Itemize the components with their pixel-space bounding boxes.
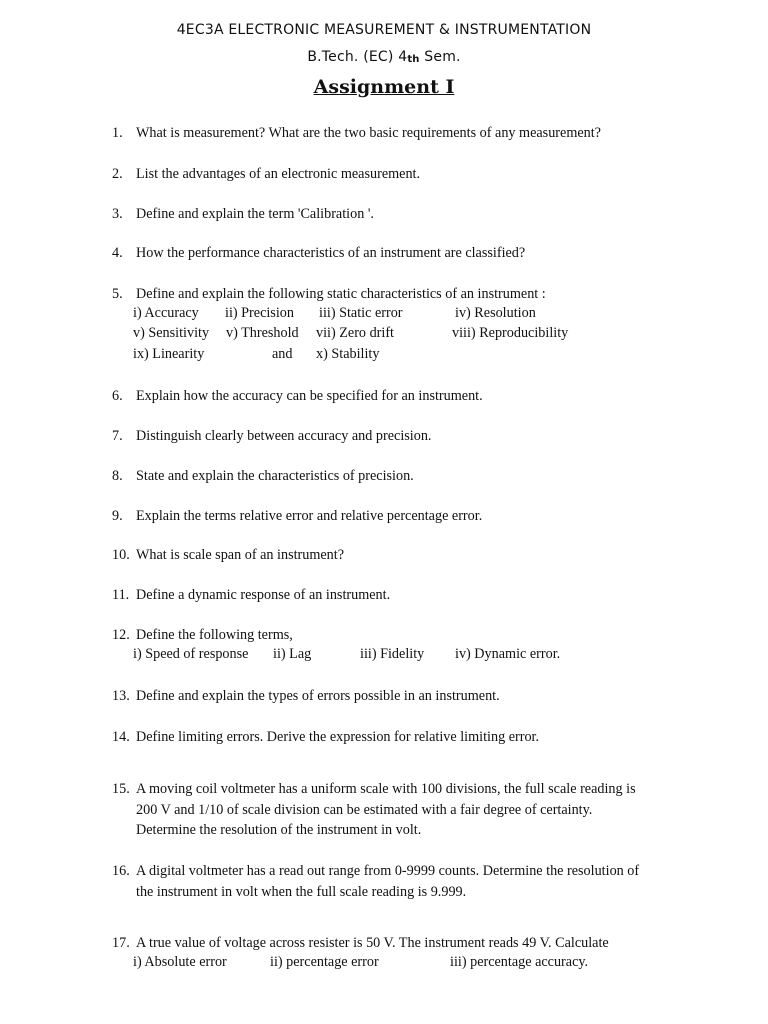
question-text: What is scale span of an instrument? bbox=[136, 547, 345, 563]
question-text: Explain how the accuracy can be specified for an instrument. bbox=[136, 388, 483, 404]
question-text: Define the following terms, bbox=[136, 627, 293, 643]
sub-item: i) Speed of response bbox=[133, 645, 249, 662]
question-text: A digital voltmeter has a read out range from 0-9999 counts. Determine the resolution of bbox=[136, 863, 640, 879]
question-text: Define and explain the types of errors possible in an instrument. bbox=[136, 688, 500, 704]
sub-item: ii) Precision bbox=[225, 304, 294, 321]
question-number: 11. bbox=[112, 587, 130, 603]
question-number: 9. bbox=[112, 508, 123, 524]
degree-ordinal: th bbox=[407, 54, 420, 65]
question-text: State and explain the characteristics of precision. bbox=[136, 468, 414, 484]
question-text: 200 V and 1/10 of scale division can be estimated with a fair degree of certainty. bbox=[136, 801, 593, 818]
question-number: 14. bbox=[112, 729, 130, 745]
sub-item: and bbox=[272, 345, 293, 362]
question-text: Determine the resolution of the instrument in volt. bbox=[136, 822, 422, 838]
question-number: 4. bbox=[112, 245, 123, 261]
sub-item: iii) Static error bbox=[319, 304, 403, 321]
question-number: 1. bbox=[112, 125, 123, 141]
question-number: 12. bbox=[112, 627, 130, 643]
question-number: 17. bbox=[112, 935, 130, 951]
assignment-title: Assignment I bbox=[313, 76, 455, 98]
sub-item: ii) percentage error bbox=[270, 953, 379, 970]
question-number: 5. bbox=[112, 286, 123, 302]
question-text: Distinguish clearly between accuracy and precision. bbox=[136, 428, 432, 444]
question-number: 13. bbox=[112, 688, 130, 704]
question-number: 3. bbox=[112, 206, 123, 222]
question-number: 7. bbox=[112, 428, 123, 444]
question-text: Define a dynamic response of an instrument. bbox=[136, 587, 391, 603]
sub-item: i) Absolute error bbox=[133, 953, 227, 970]
question-number: 8. bbox=[112, 468, 123, 484]
question-number: 10. bbox=[112, 547, 130, 563]
sub-item: vii) Zero drift bbox=[316, 325, 395, 341]
question-number: 15. bbox=[112, 781, 130, 797]
sub-item: viii) Reproducibility bbox=[452, 325, 569, 341]
question-text: A true value of voltage across resister is 50 V. The instrument reads 49 V. Calculate bbox=[136, 935, 609, 951]
question-text: Define and explain the following static characteristics of an instrument : bbox=[136, 286, 546, 302]
question-number: 2. bbox=[112, 166, 123, 182]
question-text: A moving coil voltmeter has a uniform scale with 100 divisions, the full scale reading is bbox=[136, 781, 636, 797]
sub-item: ii) Lag bbox=[273, 645, 312, 662]
sub-item: ix) Linearity bbox=[133, 345, 205, 362]
degree-line bbox=[0, 49, 768, 65]
sub-item: iii) Fidelity bbox=[360, 645, 425, 662]
sub-item: iv) Dynamic error. bbox=[455, 645, 561, 662]
question-number: 6. bbox=[112, 388, 123, 404]
question-number: 16. bbox=[112, 863, 130, 879]
sub-item: i) Accuracy bbox=[133, 304, 199, 321]
sub-item: iv) Resolution bbox=[455, 304, 536, 321]
sub-item: v) Sensitivity bbox=[133, 325, 210, 341]
question-text: the instrument in volt when the full scale reading is 9.999. bbox=[136, 883, 467, 900]
degree-suffix: Sem. bbox=[419, 49, 461, 65]
sub-item: x) Stability bbox=[316, 345, 380, 362]
question-text: Explain the terms relative error and relative percentage error. bbox=[136, 508, 483, 524]
question-text: How the performance characteristics of an instrument are classified? bbox=[136, 245, 526, 261]
question-text: What is measurement? What are the two basic requirements of any measurement? bbox=[136, 125, 601, 141]
sub-item: v) Threshold bbox=[226, 325, 299, 341]
question-text: List the advantages of an electronic measurement. bbox=[136, 166, 421, 182]
sub-item: iii) percentage accuracy. bbox=[450, 953, 589, 970]
question-text: Define and explain the term 'Calibration '. bbox=[136, 206, 374, 222]
degree-prefix: B.Tech. (EC) 4 bbox=[307, 49, 408, 65]
course-title: 4EC3A ELECTRONIC MEASUREMENT & INSTRUMENTATION bbox=[176, 22, 592, 38]
question-text: Define limiting errors. Derive the expression for relative limiting error. bbox=[136, 729, 540, 745]
